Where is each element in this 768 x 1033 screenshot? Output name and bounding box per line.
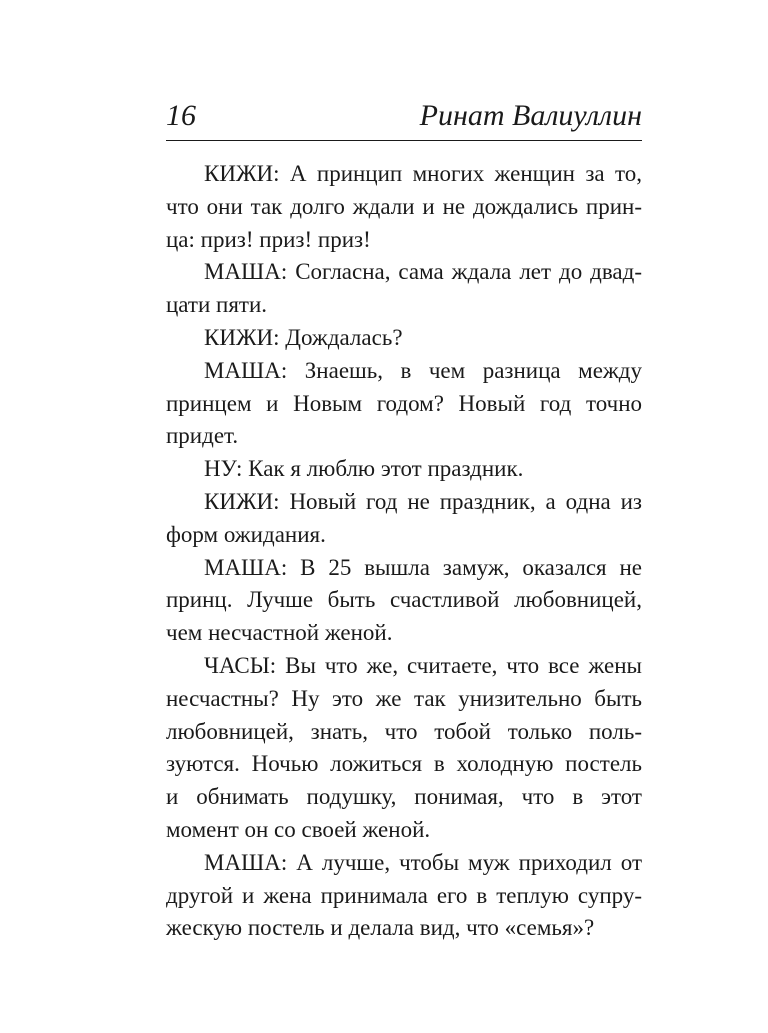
text-line: и обнимать подушку, понимая, что в этот [166, 784, 642, 810]
text-line: цати пяти. [166, 292, 268, 318]
text-line: МАША: Знаешь, в чем разница между [204, 357, 642, 383]
running-head-author: Ринат Валиуллин [419, 99, 642, 132]
text-line: КИЖИ: Новый год не праздник, а одна из [204, 488, 642, 514]
text-line: КИЖИ: Дождалась? [204, 324, 403, 350]
text-line: придет. [166, 423, 239, 449]
text-line: момент он со своей женой. [166, 816, 431, 842]
text-line: МАША: В 25 вышла замуж, оказался не [204, 554, 642, 580]
text-line: МАША: А лучше, чтобы муж приходил от [204, 849, 642, 875]
text-line: МАША: Согласна, сама ждала лет до двад- [204, 259, 642, 285]
text-line: любовницей, знать, что тобой только поль- [166, 718, 642, 744]
text-line: ЧАСЫ: Вы что же, считаете, что все жены [204, 652, 642, 678]
text-line: жескую постель и делала вид, что «семья»? [166, 915, 595, 941]
text-line: чем несчастной женой. [166, 620, 393, 646]
text-line: несчастны? Ну это же так унизительно быть [166, 685, 642, 711]
text-line: зуются. Ночью ложиться в холодную постель [166, 751, 642, 777]
page-number: 16 [166, 99, 196, 132]
text-line: НУ: Как я люблю этот праздник. [204, 456, 524, 482]
text-line: принц. Лучше быть счастливой любовницей, [166, 587, 642, 613]
text-line: форм ожидания. [166, 521, 326, 547]
text-line: КИЖИ: А принцип многих женщин за то, [204, 161, 642, 186]
text-line: принцем и Новым годом? Новый год точно [166, 390, 642, 416]
body-text [166, 158, 642, 945]
text-line: другой и жена принимала его в теплую супру- [166, 882, 642, 908]
text-line: ца: приз! приз! приз! [166, 226, 371, 252]
text-line: что они так долго ждали и не дождались прин- [166, 193, 642, 219]
page-header [166, 96, 642, 136]
header-divider [166, 140, 642, 141]
